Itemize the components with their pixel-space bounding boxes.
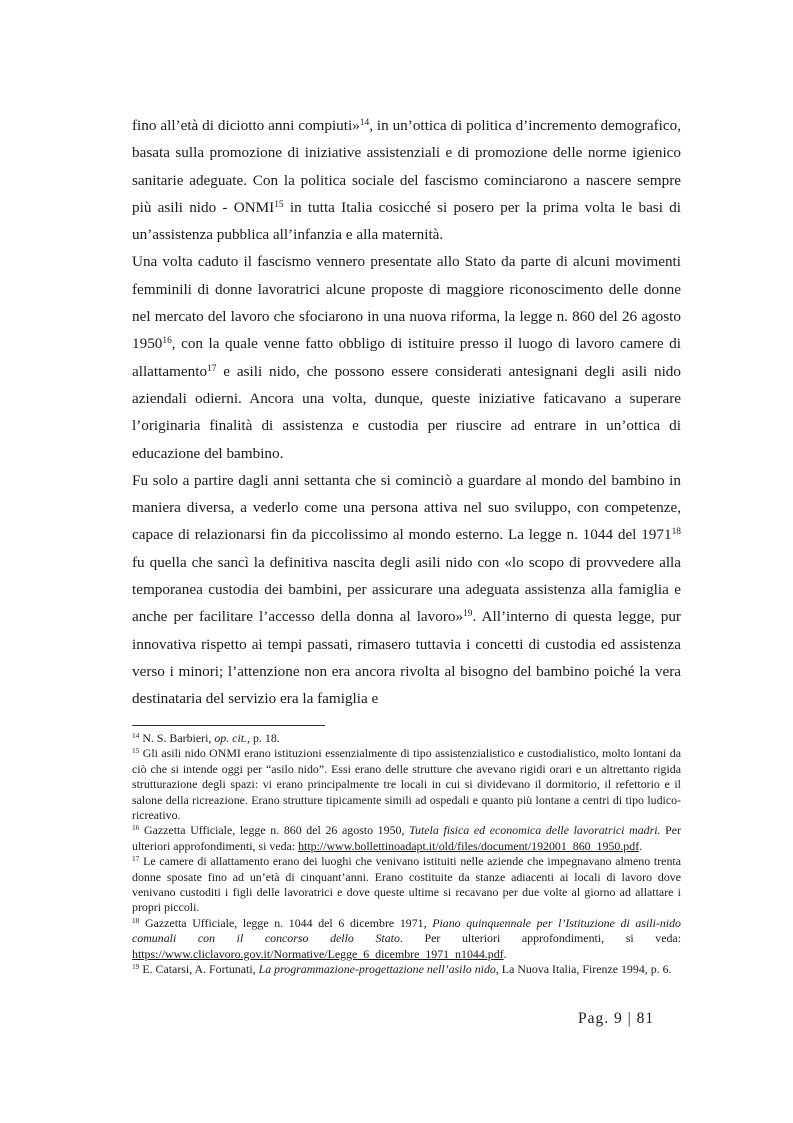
paragraph-text: Fu solo a partire dagli anni settanta che si cominciò a guardare al mondo del bambino in maniera diversa, a vederlo come una persona attiva nel suo sviluppo, con competenze, capace di relazionarsi fin da piccolissimo al mondo esterno. La legge n. 1044 del 1971 — [132, 471, 681, 544]
footnote-text: Gli asili nido ONMI erano istituzioni essenzialmente di tipo assistenzialistico e custodialistico, molto lontani da ciò che si intende oggi per “asilo nido”. Essi erano delle strutture che avevano rigidi orari e un altrettanto rigida strutturazione degli spazi: vi erano principalmente tre locali in cui si dividevano il dormitorio, il refettorio e il salone della ricreazione. Erano strutture tipicamente simili ad ospedali e quanto più lontane a centri di tipo ludico-ricreativo. — [132, 746, 681, 823]
footnote-number: 18 — [132, 915, 140, 925]
paragraph-2 — [132, 248, 681, 466]
body-text — [132, 112, 681, 713]
footnote-19 — [132, 962, 681, 977]
footnote-ref-17[interactable]: 17 — [207, 363, 217, 374]
paragraph-text: Una volta caduto il fascismo vennero presentate allo Stato da parte di alcuni movimenti femminili di donne lavoratrici alcune proposte di maggiore riconoscimento delle donne nel mercato del lavoro che sfociarono in una nuova riforma, la legge n. 860 del 26 agosto 1950 — [132, 253, 681, 353]
footnote-italic: Tutela fisica ed economica delle lavoratrici madri. — [409, 823, 661, 838]
footnote-italic: op. cit. — [214, 731, 248, 745]
footnote-text: Gazzetta Ufficiale, legge n. 1044 del 6 dicembre 1971, — [139, 915, 433, 930]
paragraph-text: in tutta Italia cosicché si posero per la prima volta le basi di un’assistenza pubblica all’infanzia e alla maternità. — [132, 198, 681, 244]
footnote-number: 15 — [132, 746, 140, 756]
footnote-18 — [132, 916, 681, 962]
footnote-text: N. S. Barbieri, — [139, 731, 215, 745]
footnote-ref-18[interactable]: 18 — [671, 527, 681, 538]
footnote-link[interactable]: https://www.cliclavoro.gov.it/Normative/Legge_6_dicembre_1971_n1044.pdf — [132, 946, 504, 961]
footnote-text: Gazzetta Ufficiale, legge n. 860 del 26 agosto 1950, — [139, 823, 410, 838]
footnote-number: 19 — [132, 962, 140, 972]
footnote-ref-14[interactable]: 14 — [359, 117, 370, 128]
footnote-separator — [132, 725, 325, 726]
footnote-ref-16[interactable]: 16 — [162, 336, 172, 347]
footnote-text: , p. 18. — [247, 731, 280, 745]
paragraph-text: , in un’ottica di politica d’incremento demografico, basata sulla promozione di iniziative assistenziali e di promozione delle norme igienico sanitarie adeguate. Con la politica sociale del fascismo cominciarono a nascere sempre più asili nido - ONMI — [132, 117, 681, 216]
footnote-ref-19[interactable]: 19 — [463, 609, 473, 620]
paragraph-text: fino all’età di diciotto anni compiuti» — [132, 117, 360, 134]
footnote-number: 17 — [132, 854, 140, 864]
paragraph-text: , con la quale venne fatto obbligo di istituire presso il luogo di lavoro camere di allattamento — [132, 335, 681, 380]
paragraph-text: . All’interno di questa legge, pur innovativa rispetto ai tempi passati, rimasero tuttavia i concetti di custodia ed assistenza verso i minori; l’attenzione non era ancora rivolta al bisogno del bambino poiché la vera destinataria del servizio era la famiglia e — [132, 608, 681, 708]
paragraph-text: e asili nido, che possono essere considerati antesignani degli asili nido aziendali odierni. Ancora una volta, dunque, queste iniziative faticavano a superare l’originaria finalità di assistenza e custodia per riuscire ad entrare in un’ottica di educazione del bambino. — [132, 362, 681, 462]
footnote-link[interactable]: http://www.bollettinoadapt.it/old/files/document/192001_860_1950.pdf — [298, 838, 640, 853]
footnote-number: 14 — [132, 730, 140, 740]
paragraph-text: fu quella che sancì la definitiva nascita degli asili nido con «lo scopo di provvedere alla temporanea custodia dei bambini, per assicurare una adeguata assistenza alla famiglia e anche per facilitare l’accesso della donna al lavoro» — [132, 553, 681, 626]
footnote-text: . — [503, 946, 507, 961]
footnote-text: E. Catarsi, A. Fortunati, — [139, 962, 259, 977]
footnote-ref-15[interactable]: 15 — [274, 199, 284, 210]
footnote-text: . Per ulteriori approfondimenti, si veda: — [399, 931, 681, 946]
footnote-text: Le camere di allattamento erano dei luoghi che venivano istituiti nelle aziende che impegnavano almeno trenta donne sposate fino ad un’età di cinquant’anni. Erano costituite da stanze adiacenti ai locali di lavoro dove venivano custoditi i figli delle lavoratrici e dove queste ultime si recavano per due volte al giorno ad allattare i propri piccoli. — [132, 854, 681, 915]
footnote-text: , La Nuova Italia, Firenze 1994, p. 6. — [495, 962, 672, 977]
footnotes — [132, 731, 681, 978]
footnote-17 — [132, 854, 681, 916]
footnote-number: 16 — [132, 823, 140, 833]
footnote-italic: La programmazione-progettazione nell’asilo nido — [258, 962, 496, 977]
footnote-text: Per ulteriori approfondimenti, si veda: — [132, 823, 681, 853]
footnote-15 — [132, 746, 681, 823]
footnote-16 — [132, 823, 681, 854]
footnote-14 — [132, 731, 681, 746]
paragraph-3 — [132, 467, 681, 713]
paragraph-1 — [132, 112, 681, 248]
footnote-italic: Piano quinquennale per l’Istituzione di asili-nido comunali con il concorso dello Stato — [132, 915, 681, 946]
page-number: Pag. 9 | 81 — [578, 1010, 655, 1027]
footnote-text: . — [639, 838, 643, 853]
